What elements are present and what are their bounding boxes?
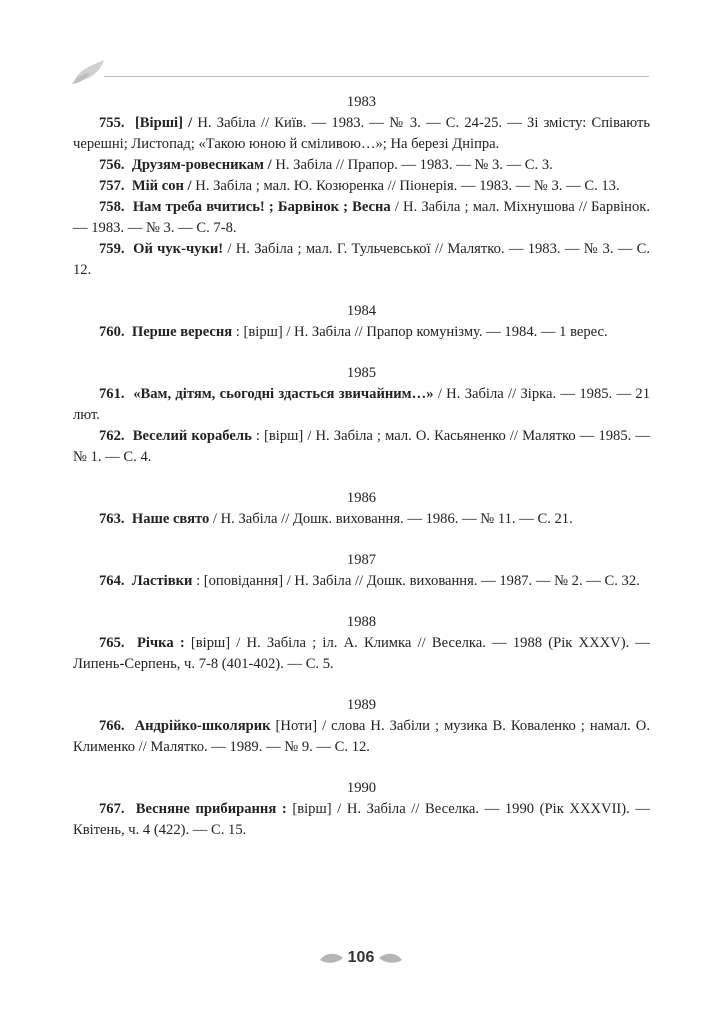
entry-description: Н. Забіла // Прапор. — 1983. — № 3. — С. 3.: [271, 157, 553, 173]
entry-title: Друзям-ровесникам /: [131, 157, 272, 173]
bibliography-entry: [73, 113, 650, 155]
bibliography-entry: [73, 571, 650, 592]
bibliography-entry: [73, 633, 650, 675]
entry-description: Н. Забіла ; мал. Ю. Козюренка // Піонерія. — 1983. — № 3. — С. 13.: [191, 178, 620, 194]
entry-description: / Н. Забіла // Зірка. — 1985. — 21 лют.: [73, 386, 650, 423]
entry-heading: [99, 386, 434, 402]
entry-description: Н. Забіла // Київ. — 1983. — № 3. — С. 24-25. — Зі змісту: Співають черешні; Листопад; «Такою юною й сміливою…»; На березі Дніпра.: [73, 115, 650, 152]
entry-title: Ластівки: [131, 573, 193, 589]
entry-number: 765.: [99, 635, 125, 651]
entry-description: : [вірш] / Н. Забіла ; мал. О. Касьяненко // Малятко — 1985. — № 1. — С. 4.: [73, 428, 650, 465]
entry-heading: [99, 157, 272, 173]
entry-description: / Н. Забіла // Дошк. виховання. — 1986. — № 11. — С. 21.: [209, 511, 573, 527]
entry-description: / Н. Забіла ; мал. Г. Тульчевської // Малятко. — 1983. — № 3. — С. 12.: [73, 241, 650, 278]
entry-number: 759.: [99, 241, 125, 257]
bibliography-entry: [73, 322, 650, 343]
entry-heading: [99, 573, 192, 589]
bibliography-entry: [73, 426, 650, 468]
year-heading: 1987: [346, 552, 377, 568]
entry-title: Річка :: [136, 635, 185, 651]
bibliography-entry: [73, 239, 650, 281]
entry-number: 760.: [99, 324, 125, 340]
entry-title: Весняне прибирання :: [135, 801, 287, 817]
year-heading: 1988: [346, 614, 377, 630]
entry-description: / Н. Забіла ; мал. Міхнушова // Барвінок. — 1983. — № 3. — С. 7-8.: [73, 199, 650, 236]
entry-title: Нам треба вчитись! ; Барвінок ; Весна: [132, 199, 391, 215]
entry-description: [вірш] / Н. Забіла // Веселка. — 1990 (Рік XXXVII). — Квітень, ч. 4 (422). — С. 15.: [73, 801, 651, 838]
leaf-icon: [70, 56, 110, 86]
entry-heading: [99, 178, 192, 194]
entry-number: 767.: [99, 801, 125, 817]
bibliography-entry: [73, 799, 650, 841]
entry-title: Перше вересня: [131, 324, 233, 340]
entry-number: 762.: [99, 428, 125, 444]
bibliography-entry: [73, 197, 650, 239]
entry-description: [Ноти] / слова Н. Забіли ; музика В. Коваленко ; намал. О. Клименко // Малятко. — 1989. — № 9. — С. 12.: [73, 718, 650, 755]
year-heading: 1990: [346, 780, 377, 796]
page-footer: [0, 948, 722, 972]
entry-title: «Вам, дітям, сьогодні здасться звичайним…»: [133, 386, 434, 402]
entry-number: 763.: [99, 511, 125, 527]
year-heading: 1989: [346, 697, 377, 713]
page-number: 106: [347, 949, 375, 966]
entry-number: 757.: [99, 178, 125, 194]
footer-left-ornament-icon: [318, 948, 344, 968]
year-heading: 1984: [346, 303, 377, 319]
entry-heading: [99, 115, 192, 131]
entry-heading: [99, 801, 287, 817]
bibliography-entry: [73, 176, 650, 197]
entry-heading: [99, 324, 232, 340]
entry-number: 761.: [99, 386, 125, 402]
entry-heading: [99, 635, 185, 651]
entry-description: [вірш] / Н. Забіла ; іл. А. Климка // Веселка. — 1988 (Рік XXXV). — Липень-Серпень, ч. 7-8 (401-402). — С. 5.: [73, 635, 651, 672]
year-heading: 1985: [346, 365, 377, 381]
bibliography-entry: [73, 509, 650, 530]
entry-title: [Вірші] /: [134, 115, 193, 131]
entry-number: 755.: [99, 115, 125, 131]
bibliography-entry: [73, 716, 650, 758]
entry-title: Веселий корабель: [132, 428, 252, 444]
entry-title: Андрійко-школярик: [134, 718, 271, 734]
entry-number: 764.: [99, 573, 125, 589]
entry-number: 756.: [99, 157, 125, 173]
year-heading: 1983: [346, 94, 377, 110]
entry-heading: [99, 428, 252, 444]
bibliography-list: [73, 92, 650, 841]
entry-heading: [99, 199, 391, 215]
entry-heading: [99, 511, 209, 527]
entry-title: Ой чук-чуки!: [133, 241, 224, 257]
bibliography-entry: [73, 155, 650, 176]
entry-description: : [вірш] / Н. Забіла // Прапор комунізму. — 1984. — 1 верес.: [232, 324, 608, 340]
entry-number: 766.: [99, 718, 125, 734]
year-heading: 1986: [346, 490, 377, 506]
entry-title: Наше свято: [131, 511, 210, 527]
bibliography-entry: [73, 384, 650, 426]
entry-title: Мій сон /: [131, 178, 192, 194]
header-rule: [104, 76, 649, 77]
footer-right-ornament-icon: [378, 948, 404, 968]
entry-number: 758.: [99, 199, 125, 215]
entry-heading: [99, 718, 271, 734]
entry-description: : [оповідання] / Н. Забіла // Дошк. виховання. — 1987. — № 2. — С. 32.: [192, 573, 640, 589]
entry-heading: [99, 241, 223, 257]
